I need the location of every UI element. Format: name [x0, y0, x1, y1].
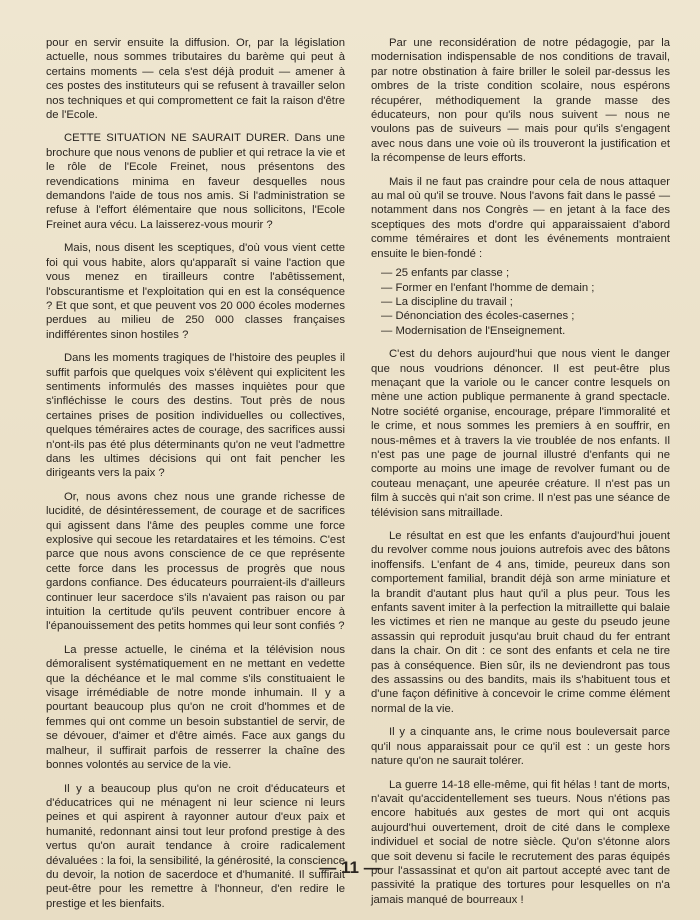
two-column-body	[46, 36, 670, 920]
list-item: — Modernisation de l'Enseignement.	[381, 324, 670, 338]
paragraph: Le résultat en est que les enfants d'aujourd'hui jouent du revolver comme nous jouions autrefois avec des bâtons inoffensifs. L'enfant de 4 ans, timide, peureux dans son comportement familial, brandit déjà son arme miniature et la brandit d'autant plus haut qu'il a plus peur. Tous les enfants savent imiter à la perfection la mitraillette qui balaie les victimes et rien ne manque au geste du pseudo jeune assassin qui reproduit jusqu'au bruit chaud du fer entrant dans la chair. On dit : ce sont des enfants et cela ne tire pas à conséquence. Bien sûr, ils ne deviendront pas tous des assassins ou des bandits, mais ils s'habituent tous et d'une façon définitive à concevoir le crime comme élément normal de la vie.	[371, 530, 670, 715]
paragraph: Mais il ne faut pas craindre pour cela de nous attaquer au mal où qu'il se trouve. Nous l'avons fait dans le passé — notamment dans nos Congrès — en jetant à la face des sceptiques des mots d'ordre qui apparaissaient d'abord comme téméraires et dont les événements montraient ensuite le bien-fondé :	[371, 175, 670, 260]
right-column	[371, 36, 670, 920]
left-column	[46, 36, 345, 920]
paragraph: CETTE SITUATION NE SAURAIT DURER. Dans une brochure que nous venons de publier et qui retrace la vie et le rôle de l'Ecole Freinet, nous présentons des revendications minima en faveur desquelles nous demandons l'aide de tous nos amis. Si l'administration se refuse à l'effort élémentaire que nous sollicitons, l'Ecole Freinet aura vécu. La laisserez-vous mourir ?	[46, 132, 345, 231]
paragraph: Par une reconsidération de notre pédagogie, par la modernisation indispensable de nos conditions de travail, par notre obstination à faire briller le soleil par-dessus les ombres de la triste condition scolaire, nous espérons récupérer, méthodiquement la grande masse des éducateurs, non pour qu'ils nous suivent — nous ne voulons pas de suiveurs — mais pour qu'ils s'engagent avec nous dans une voie où ils trouveront la justification et la récompense de leurs efforts.	[371, 37, 670, 165]
paragraph: Il y a cinquante ans, le crime nous bouleversait parce qu'il nous apparaissait pour ce qu'il est : un geste hors nature qu'on ne saurait tolérer.	[371, 726, 670, 768]
paragraph: Il y a beaucoup plus qu'on ne croit d'éducateurs et d'éducatrices qui ne ménagent ni leur science ni leurs peines et qui aspirent à rayonner autour d'eux paix et humanité, redonnant ainsi tout leur profond prestige à des vertus qu'on aurait tendance à croire radicalement dévaluées : la foi, la sensibilité, la générosité, la conscience du devoir, la notion de sacerdoce et d'humanité. Il suffirait peut-être pour les remettre à l'honneur, d'en redire le prestige et les bienfaits.	[46, 782, 345, 910]
list-item: — Dénonciation des écoles-casernes ;	[381, 309, 670, 323]
paragraph: Dans les moments tragiques de l'histoire des peuples il suffit parfois que quelques voix s'élèvent qui explicitent les sentiments informulés des masses inquiètes pour que s'infléchisse le cours des destins. Tout près de nous certaines prises de position individuelles ou collectives, quelques téméraires actes de courage, des sacrifices aussi n'ont-ils pas été plus déterminants qu'on ne veut l'admettre dans les ultimes décisions qui ont fait pencher les dirigeants vers la paix ?	[46, 352, 345, 480]
paragraph: Or, nous avons chez nous une grande richesse de lucidité, de désintéressement, de courage et de sacrifices qui agissent dans l'âme des peuples comme une force explosive qui secoue les retardataires et les témoins. C'est parce que nous avons conscience de ce que représente cette force dans les processus de progrès que nous gardons confiance. Des éducateurs pourraient-ils d'ailleurs continuer leur sacerdoce s'ils n'avaient pas raison ou par intuition la certitude qu'ils peuvent contribuer encore à l'épanouissement des petits hommes qui leur sont confiés ?	[46, 490, 345, 633]
list-item: — Former en l'enfant l'homme de demain ;	[381, 281, 670, 295]
slogan-list	[381, 266, 670, 338]
paragraph: Mais, nous disent les sceptiques, d'où vous vient cette foi qui vous habite, alors qu'apparaît si vaine l'action que vous menez en tirailleurs contre l'abêtissement, l'obscurantisme et l'exploitation qui en est la conséquence ? Et que sont, et que peuvent vos 20 000 écoles modernes perdues au milieu de 250 000 classes françaises indifférentes sinon hostiles ?	[46, 242, 345, 341]
list-item: — La discipline du travail ;	[381, 295, 670, 309]
paragraph: C'est du dehors aujourd'hui que nous vient le danger que nous voudrions dénoncer. Il est peut-être plus menaçant que la variole ou le cancer contre lesquels on mène une action publique permanente à grand spectacle. Notre société organise, encourage, prépare l'immoralité et le crime, et nous sommes les premiers à en souffrir, en nous-mêmes et à travers la vie troublée de nos enfants. Il n'est pas une page de journal illustré d'enfants qui ne comporte au moins une image de revolver fumant ou de couteau menaçant, une apeurée créature. Il n'est pas un film à succès qui n'ait son crime. Il n'est pas une séance de télévision sans mitraillade.	[371, 348, 670, 519]
page-number: — 11 —	[319, 858, 381, 877]
paragraph: La guerre 14-18 elle-même, qui fit hélas ! tant de morts, n'avait qu'accidentellement ses tueurs. Nous n'étions pas encore habitués aux gestes de mort qui ont acquis aujourd'hui ouvertement, droit de cité dans le complexe individuel et social de notre siècle. Qu'on s'étonne alors que soit devenu si facile le recrutement des paras équipés pour l'assassinat et qu'on ait partout accepté avec tant de passivité la pratique des tortures pour lesquelles on n'a jamais manqué de bourreaux !	[371, 778, 670, 906]
paragraph: pour en servir ensuite la diffusion. Or, par la législation actuelle, nous sommes tributaires du barème qui peut à certains moments — cela s'est déjà produit — amener à ces postes des instituteurs qui se refusent à travailler selon nos techniques et qui compromettent ce fait la raison d'être de l'Ecole.	[46, 37, 345, 122]
list-item: — 25 enfants par classe ;	[381, 266, 670, 280]
paragraph: La presse actuelle, le cinéma et la télévision nous démoralisent systématiquement en ne mettant en vedette que la déchéance et le mal comme s'ils constituaient le visage irrémédiable de notre monde inhumain. Il y a pourtant beaucoup plus qu'on ne croit d'hommes et de femmes qui ont comme un besoin substantiel de servir, de se dévouer, d'aimer et d'être aimés. Face aux gangs du malheur, il suffirait parfois de resserrer la chaîne des bonnes volontés au service de la vie.	[46, 643, 345, 772]
